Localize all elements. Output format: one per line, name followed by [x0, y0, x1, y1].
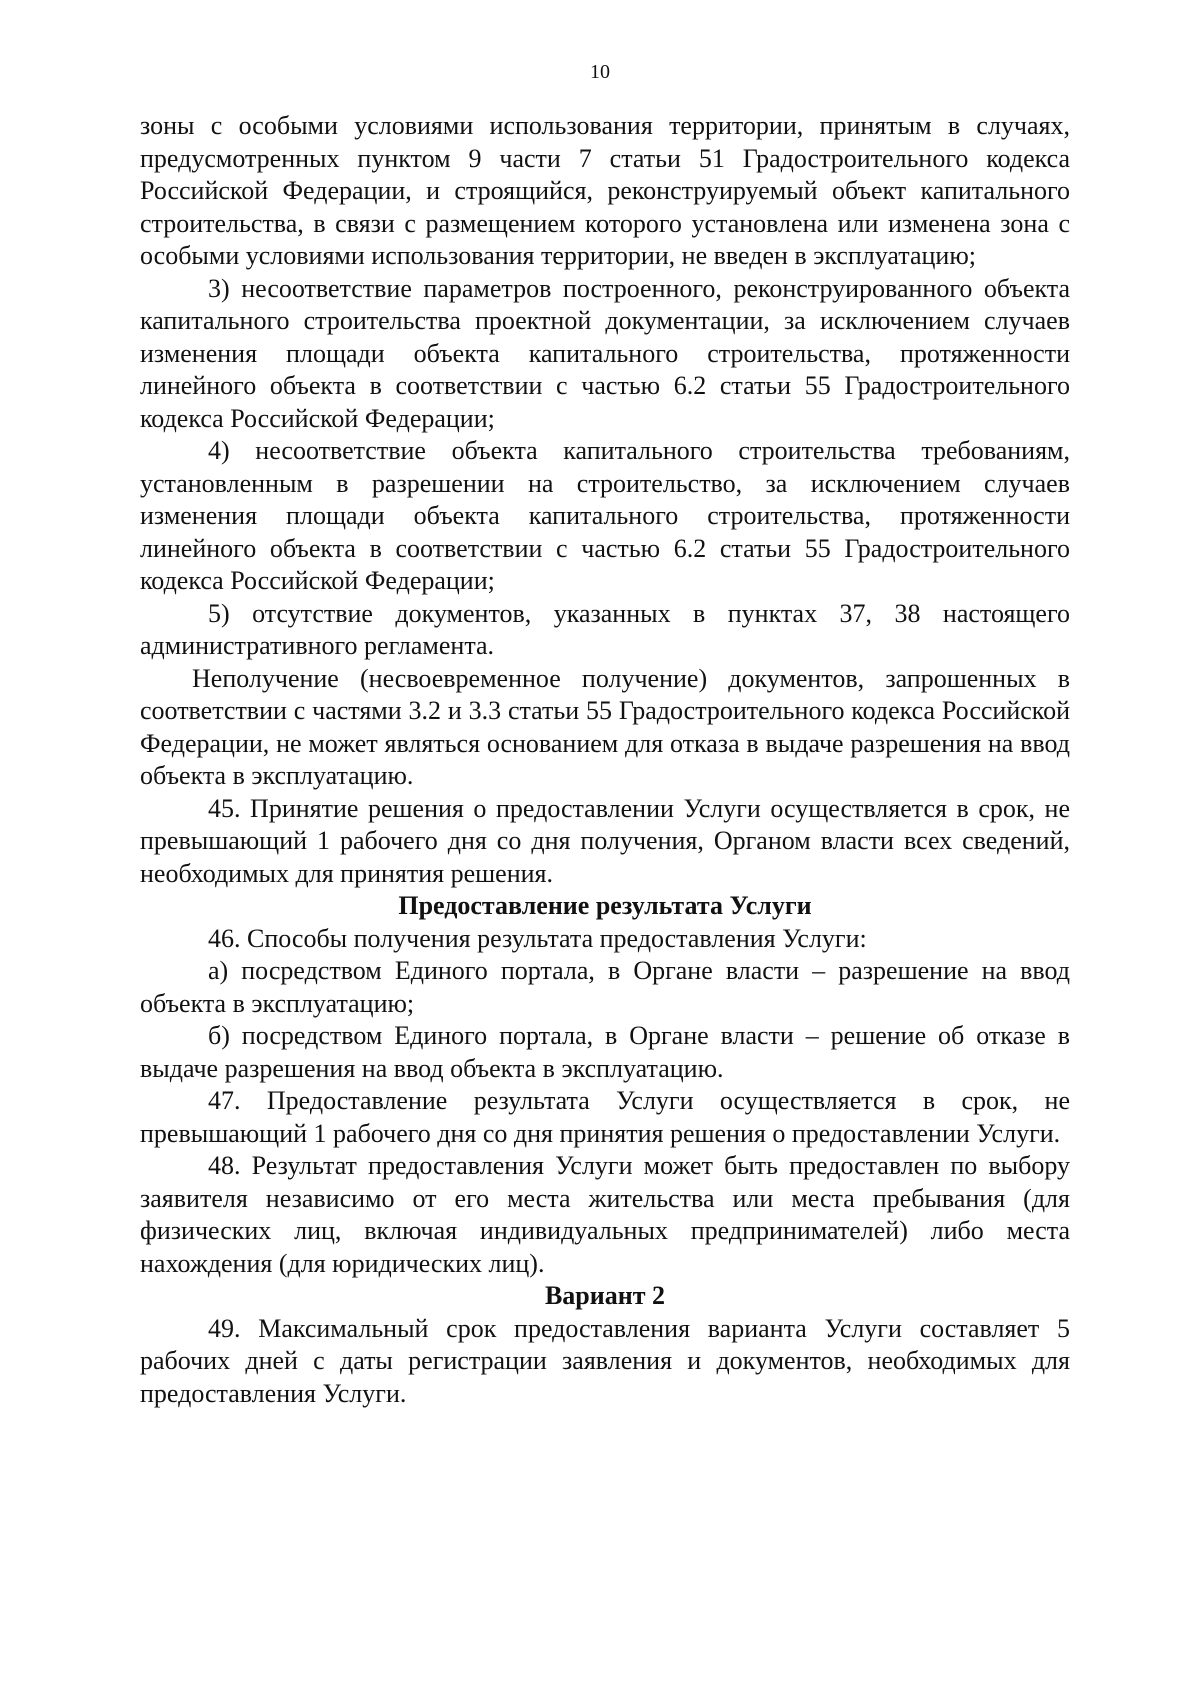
section-heading-result: Предоставление результата Услуги	[398, 891, 812, 920]
list-item-a: а) посредством Единого портала, в Органе власти – разрешение на ввод объекта в эксплуатацию;	[140, 956, 1070, 1018]
document-body	[140, 110, 1070, 1410]
section-heading-variant-2: Вариант 2	[544, 1281, 666, 1310]
paragraph-49: 49. Максимальный срок предоставления варианта Услуги составляет 5 рабочих дней с даты регистрации заявления и документов, необходимых для предоставления Услуги.	[140, 1313, 1070, 1408]
page-number: 10	[590, 61, 610, 83]
paragraph-47: 47. Предоставление результата Услуги осуществляется в срок, не превышающий 1 рабочего дня со дня принятия решения о предоставлении Услуги.	[140, 1086, 1070, 1148]
list-item-3: 3) несоответствие параметров построенного, реконструированного объекта капитального строительства проектной документации, за исключением случаев изменения площади объекта капитального строительства, протяженности линейного объекта в соответствии с частью 6.2 статьи 55 Градостроительного кодекса Российской Федерации;	[140, 273, 1070, 433]
paragraph-46: 46. Способы получения результата предоставления Услуги:	[208, 923, 867, 953]
paragraph-zone-continuation: зоны с особыми условиями использования территории, принятым в случаях, предусмотренных пунктом 9 части 7 статьи 51 Градостроительного кодекса Российской Федерации, и строящийся, реконструируемый объект капитального строительства, в связи с размещением которого установлена или изменена зона с особыми условиями использования территории, не введен в эксплуатацию;	[140, 111, 1070, 270]
paragraph-48: 48. Результат предоставления Услуги может быть предоставлен по выбору заявителя независимо от его места жительства или места пребывания (для физических лиц, включая индивидуальных предпринимателей) либо места нахождения (для юридических лиц).	[140, 1151, 1070, 1278]
paragraph-non-receipt: Неполучение (несвоевременное получение) документов, запрошенных в соответствии с частями 3.2 и 3.3 статьи 55 Градостроительного кодекса Российской Федерации, не может являться основанием для отказа в выдаче разрешения на ввод объекта в эксплуатацию.	[140, 663, 1070, 790]
list-item-b: б) посредством Единого портала, в Органе власти – решение об отказе в выдаче разрешения на ввод объекта в эксплуатацию.	[140, 1021, 1070, 1083]
list-item-4: 4) несоответствие объекта капитального строительства требованиям, установленным в разрешении на строительство, за исключением случаев изменения площади объекта капитального строительства, протяженности линейного объекта в соответствии с частью 6.2 статьи 55 Градостроительного кодекса Российской Федерации;	[140, 436, 1070, 595]
list-item-5: 5) отсутствие документов, указанных в пунктах 37, 38 настоящего административного регламента.	[140, 598, 1070, 660]
paragraph-45: 45. Принятие решения о предоставлении Услуги осуществляется в срок, не превышающий 1 рабочего дня со дня получения, Органом власти всех сведений, необходимых для принятия решения.	[140, 793, 1070, 888]
